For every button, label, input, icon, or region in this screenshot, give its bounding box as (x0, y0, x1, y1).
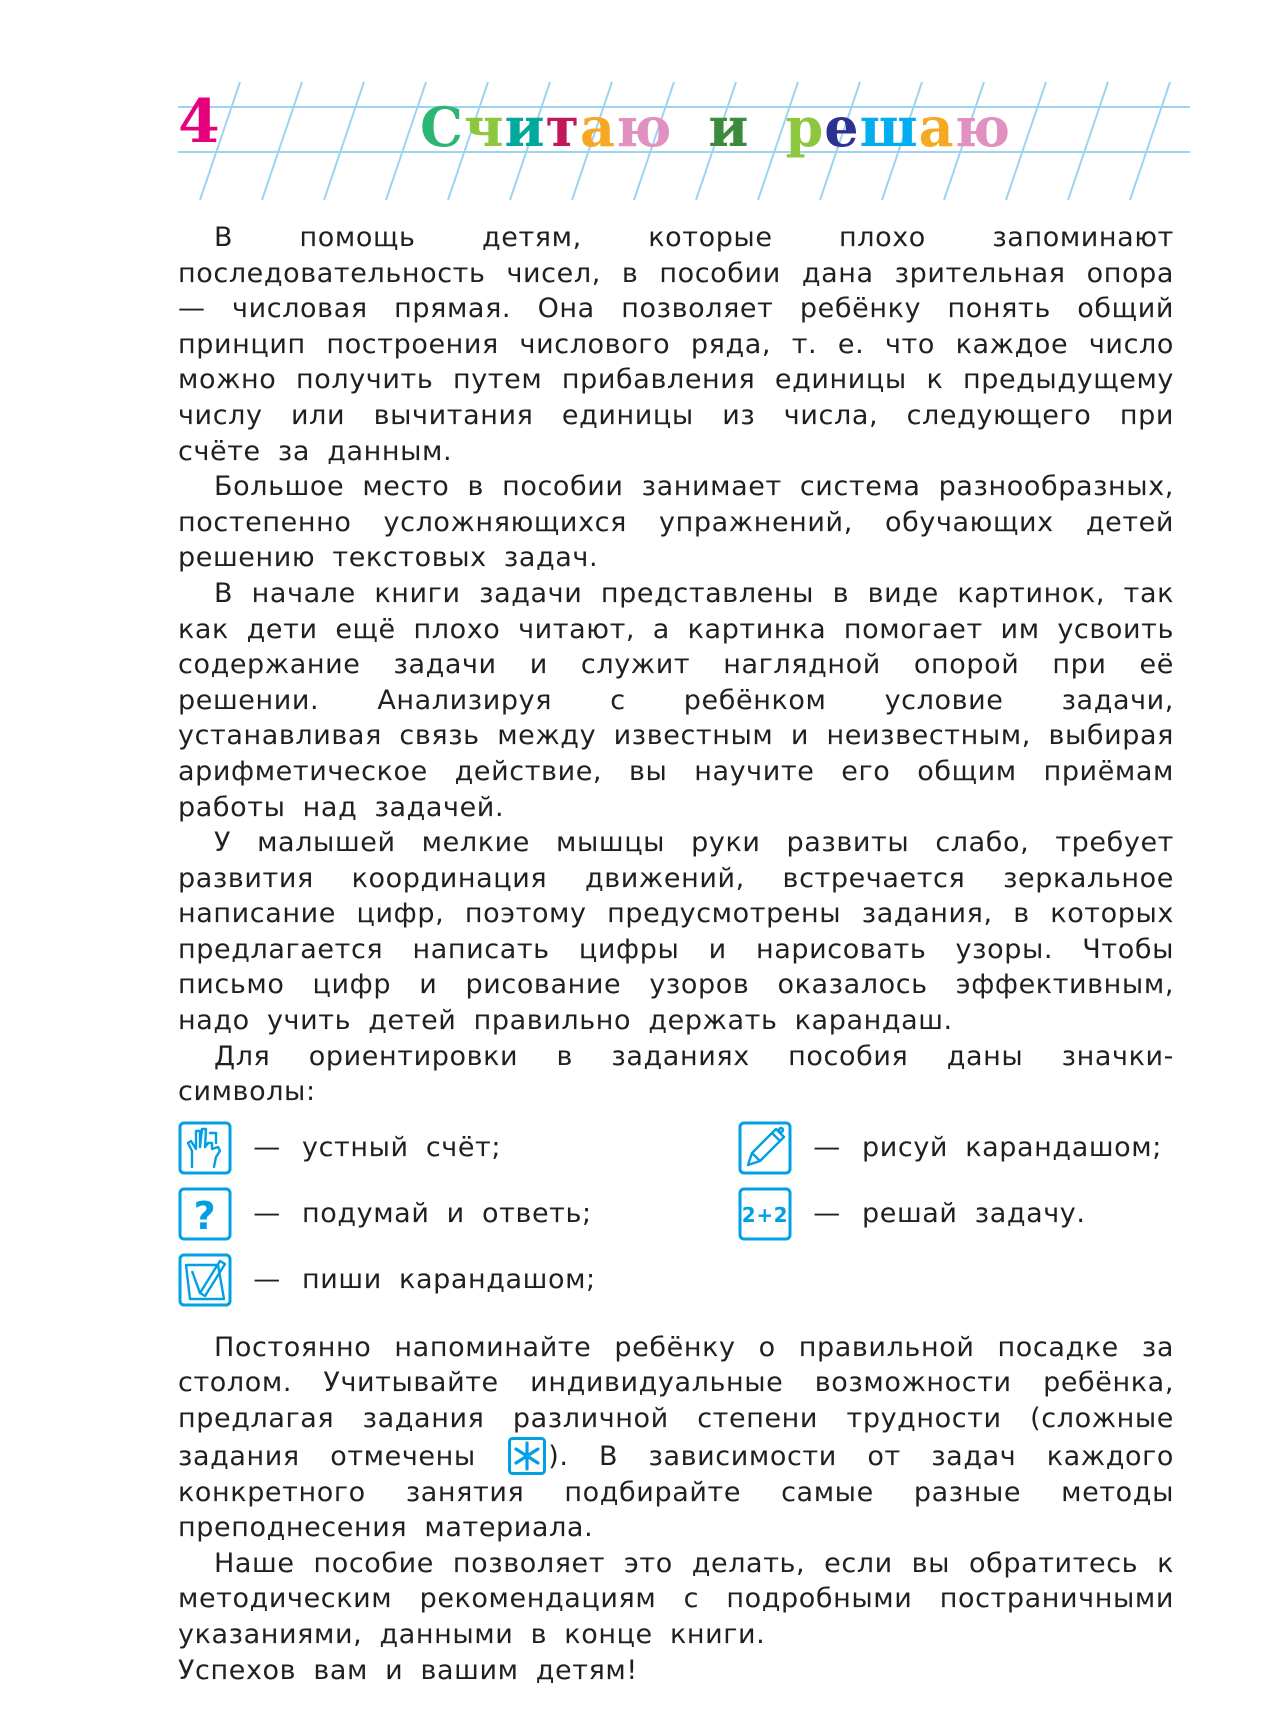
legend-label: пиши карандашом; (302, 1264, 596, 1296)
paragraph: Для ориентировки в заданиях пособия даны значки-символы: (178, 1040, 1174, 1108)
legend-dash: — (813, 1198, 841, 1230)
page-body (178, 220, 1174, 1688)
legend-item-think (178, 1186, 592, 1242)
paragraph-text: Постоянно напоминайте ребёнку о правильной посадке за столом. Учитывайте индивидуальные возможности ребёнка, предлагая задания различной степени трудности (сложные задания отмечены (178, 1331, 1174, 1472)
paragraph-text: ). В зависимости от задач каждого конкретного занятия подбирайте самые разные методы преподнесения материала. (178, 1440, 1174, 1544)
legend-dash: — (253, 1198, 281, 1230)
page-header (0, 0, 1270, 220)
write-pencil-icon (178, 1253, 232, 1307)
title-letter: р (785, 95, 825, 159)
title-letter: т (545, 95, 581, 159)
legend-item-write (178, 1252, 596, 1308)
page-number: 4 (178, 87, 220, 157)
title-letter (749, 100, 785, 154)
legend-item-draw (738, 1120, 1162, 1176)
title-letter: а (918, 95, 955, 159)
title-letter: ч (463, 95, 505, 159)
legend-label: устный счёт; (302, 1132, 502, 1164)
legend-label: решай задачу. (862, 1198, 1086, 1230)
hand-fingers-icon (178, 1121, 232, 1175)
legend-dash: — (253, 1264, 281, 1296)
closing-line: Успехов вам и вашим детям! (178, 1654, 638, 1686)
page-title (420, 95, 1012, 159)
asterisk-icon (508, 1437, 546, 1475)
title-letter: е (824, 95, 860, 159)
title-letter: ю (616, 95, 673, 159)
paragraph: Большое место в пособии занимает система разнообразных, постепенно усложняющихся упражнений, обучающих детей решению текстовых задач. (178, 471, 1174, 574)
paragraph: В помощь детям, которые плохо запоминают последовательность чисел, в пособии дана зрительная опора — числовая прямая. Она позволяет ребёнку понять общий принцип построения числового ряда, т. е. что каждое число можно получить путем прибавления единицы к предыдущему числу или вычитания единицы из числа, следующего при счёте за данным. (178, 222, 1174, 467)
legend-item-oral-count (178, 1120, 501, 1176)
legend-dash: — (813, 1132, 841, 1164)
title-letter: а (580, 95, 617, 159)
title-letter: ш (859, 95, 919, 159)
legend-item-solve (738, 1186, 1086, 1242)
sum-glyph: 2+2 (741, 1202, 789, 1227)
title-letter: и (708, 95, 750, 159)
paragraph: Наше пособие позволяет это делать, если вы обратитесь к методическим рекомендациям с подробными постраничными указаниями, данными в конце книги. (178, 1547, 1174, 1650)
legend-label: подумай и ответь; (302, 1198, 592, 1230)
title-letter: ю (954, 95, 1012, 159)
title-letter: С (420, 95, 464, 159)
two-plus-two-icon (738, 1187, 792, 1241)
symbol-legend (178, 1118, 1174, 1318)
paragraph: У малышей мелкие мышцы руки развиты слабо, требует развития координация движений, встречается зеркальное написание цифр, поэтому предусмотрены задания, в которых предлагается написать цифры и нарисовать узоры. Чтобы письмо цифр и рисование узоров оказалось эффективным, надо учить детей правильно держать карандаш. (178, 827, 1174, 1037)
draw-pencil-icon (738, 1121, 792, 1175)
legend-dash: — (253, 1132, 281, 1164)
paragraph: В начале книги задачи представлены в виде картинок, так как дети ещё плохо читают, а картинка помогает им усвоить содержание задачи и служит наглядной опорой при её решении. Анализируя с ребёнком условие задачи, устанавливая связь между известным и неизвестным, выбирая арифметическое действие, вы научите его общим приёмам работы над задачей. (178, 577, 1174, 823)
title-letter: и (504, 95, 546, 159)
legend-label: рисуй карандашом; (862, 1132, 1162, 1164)
question-mark-icon (178, 1187, 232, 1241)
question-glyph: ? (193, 1193, 217, 1238)
paragraph (178, 1330, 1174, 1546)
title-letter (672, 100, 708, 154)
